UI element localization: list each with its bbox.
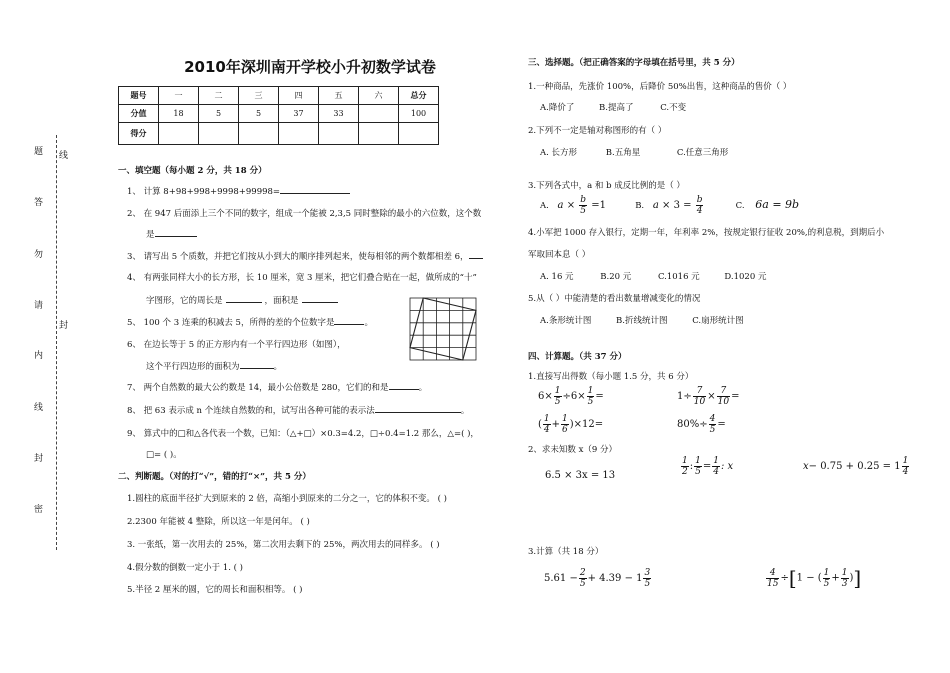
answer-blank[interactable]: [226, 302, 262, 303]
math-expression: [557, 195, 610, 216]
grid-parallelogram-figure: [409, 297, 477, 361]
math-token: a: [557, 200, 564, 211]
math-token: =: [683, 200, 692, 211]
judge-item: 1.圆柱的底面半径扩大到原来的 2 倍，高缩小到原来的二分之一，它的体积不变。 ( ): [127, 494, 447, 504]
section-heading: 二、判断题。（对的打“√”，错的打“×”，共 5 分）: [118, 472, 311, 482]
choice-option-label[interactable]: C.: [735, 201, 745, 211]
table-cell: 100: [399, 105, 439, 123]
table-cell: 一: [159, 87, 199, 105]
seal-char: 答: [34, 198, 44, 208]
choice-question-3: 3.下列各式中，a 和 b 成反比例的是（ ）: [528, 181, 685, 191]
question-text: 。: [364, 318, 373, 328]
frac-numerator: 3: [644, 568, 651, 578]
table-cell: 题号: [119, 87, 159, 105]
frac-numerator: 1: [841, 567, 848, 578]
choice-option[interactable]: C.扇形统计图: [692, 316, 744, 326]
math-token: 5.61 −: [544, 573, 578, 584]
calc-expression-4: [677, 414, 726, 435]
frac-numerator: b: [696, 195, 703, 205]
math-token: ×: [707, 391, 716, 402]
frac-denominator: 4: [902, 467, 909, 477]
frac-numerator: 4: [709, 414, 716, 424]
choice-option[interactable]: A.降价了: [540, 103, 575, 113]
frac-numerator: 2: [579, 568, 586, 578]
choice-option[interactable]: B.20 元: [600, 272, 632, 282]
math-token: 1: [677, 391, 684, 402]
question-text: 字图形，它的周长是: [146, 296, 223, 306]
answer-blank[interactable]: [302, 302, 338, 303]
question-8: [127, 404, 469, 416]
table-row: [119, 105, 439, 123]
frac-denominator: 3: [841, 578, 848, 589]
score-entry-cell[interactable]: [199, 123, 239, 145]
calc-subheading: 3.计算（共 18 分）: [528, 547, 604, 557]
question-9: 9、 算式中的□和△各代表一个数，已知：（△+□）×0.3=4.2，□÷0.4=1.2 那么，△=( )，: [127, 429, 479, 439]
frac-denominator: 4: [543, 425, 550, 435]
choice-option-label[interactable]: B.: [635, 201, 645, 211]
choice-options-5: [540, 314, 744, 326]
question-7: [127, 381, 427, 393]
choice-question-2: 2.下列不一定是轴对称图形的有（ ）: [528, 126, 667, 136]
table-cell: 六: [359, 87, 399, 105]
judge-item: 4.假分数的倒数一定小于 1. ( ): [127, 563, 243, 573]
choice-option-label[interactable]: A.: [540, 201, 549, 211]
calc-expression-6: [765, 566, 861, 590]
answer-blank[interactable]: [280, 193, 350, 194]
table-cell: 二: [199, 87, 239, 105]
question-text: 。: [418, 383, 428, 393]
question-text: 8、 把 63 表示成 n 个连续自然数的和，试写出各种可能的表示法: [127, 406, 375, 416]
choice-option[interactable]: A. 16 元: [540, 272, 574, 282]
answer-blank[interactable]: [155, 236, 197, 237]
math-token: ÷: [683, 391, 692, 402]
frac-numerator: 1: [695, 456, 701, 466]
question-text: 。: [460, 406, 470, 416]
question-5: [127, 316, 373, 328]
frac-numerator: 1: [713, 456, 719, 466]
left-bracket: [: [788, 566, 797, 590]
frac-numerator: 1: [562, 414, 568, 424]
table-cell: 总分: [399, 87, 439, 105]
math-token: 3: [673, 200, 680, 211]
answer-blank[interactable]: [469, 258, 483, 259]
math-token: − 0.75 + 0.25 = 1: [808, 461, 901, 472]
seal-char: 请: [34, 301, 44, 311]
question-9-line2: □= ( )。: [146, 450, 182, 460]
frac-denominator: 5: [580, 206, 587, 216]
frac-denominator: 5: [709, 425, 716, 435]
choice-option[interactable]: C.任意三角形: [676, 148, 729, 158]
math-token: =: [731, 391, 740, 402]
math-token: ÷: [562, 391, 571, 402]
frac-denominator: 5: [554, 397, 561, 407]
seal-char: 线: [34, 403, 44, 413]
frac-denominator: 5: [579, 579, 586, 589]
seal-char: 线: [59, 151, 69, 161]
math-token: ÷: [699, 419, 708, 430]
page-title: 2010年深圳南开学校小升初数学试卷: [184, 58, 436, 76]
frac-numerator: 7: [717, 386, 730, 397]
answer-blank[interactable]: [375, 412, 461, 413]
frac-numerator: 1: [587, 386, 594, 396]
choice-question-4: 4.小军把 1000 存入银行，定期一年，年利率 2%，按规定银行征收 20%,的利息税，到期后小: [528, 228, 885, 238]
math-token: : x: [720, 461, 734, 472]
math-token: +: [831, 572, 840, 584]
math-token: ×: [544, 391, 553, 402]
math-token: (: [538, 419, 542, 430]
seal-char: 内: [34, 351, 44, 361]
math-token: )×12=: [569, 419, 604, 430]
choice-options-2: [540, 146, 728, 158]
math-token: ×: [662, 200, 671, 211]
equation-1: 6.5 × 3x = 13: [545, 470, 616, 481]
frac-numerator: 1: [823, 567, 830, 578]
judge-item: 3. 一张纸，第一次用去的 25%，第二次用去剩下的 25%，两次用去的同样多。 ( ): [127, 540, 440, 550]
math-token: :: [689, 461, 694, 472]
choice-option[interactable]: A.条形统计图: [540, 316, 592, 326]
seal-char: 题: [34, 147, 44, 157]
choice-option[interactable]: C.不变: [660, 103, 687, 113]
frac-numerator: 1: [902, 456, 909, 466]
score-entry-cell[interactable]: [159, 123, 199, 145]
frac-denominator: 2: [682, 467, 688, 477]
table-cell: 得分: [119, 123, 159, 145]
table-cell: 四: [279, 87, 319, 105]
math-token: =: [595, 391, 604, 402]
question-2: 2、 在 947 后面添上三个不同的数字，组成一个能被 2,3,5 同时整除的最小的六位数，这个数: [127, 209, 482, 219]
choice-question-1: 1.一种商品，先涨价 100%，后降价 50%出售，这种商品的售价（ ）: [528, 82, 792, 92]
seal-char: 密: [34, 505, 44, 515]
calc-subheading: 1.直接写出得数（每小题 1.5 分，共 6 分）: [528, 372, 694, 382]
question-6-line2: [146, 360, 282, 372]
math-token: =: [702, 461, 712, 472]
frac-denominator: 5: [695, 467, 701, 477]
math-token: +: [551, 419, 561, 430]
table-row: [119, 123, 439, 145]
math-token: ÷: [780, 572, 789, 584]
math-token: ×: [566, 200, 576, 211]
frac-numerator: 7: [693, 386, 706, 397]
score-entry-cell[interactable]: [359, 123, 399, 145]
table-cell: 5: [239, 105, 279, 123]
calc-expression-5: [544, 568, 652, 589]
frac-denominator: 4: [696, 206, 703, 216]
math-token: 1: [599, 200, 606, 211]
seal-char: 封: [59, 321, 69, 331]
choice-options-3: [540, 195, 799, 216]
choice-question-5: 5.从（ ）中能清楚的看出数量增减变化的情况: [528, 294, 701, 304]
choice-option[interactable]: B.提高了: [599, 103, 634, 113]
question-4: 4、 有两张同样大小的长方形，长 10 厘米，宽 3 厘米，把它们叠合贴在一起，做所成的“十”: [127, 273, 477, 283]
table-cell: 18: [159, 105, 199, 123]
frac-numerator: 1: [682, 456, 688, 466]
choice-option[interactable]: B.五角星: [605, 148, 641, 158]
math-token: =: [591, 200, 600, 211]
table-cell: 三: [239, 87, 279, 105]
math-expression: 6a = 9b: [755, 198, 800, 211]
math-token: + 4.39 − 1: [587, 573, 643, 584]
choice-question-4-line2: 军取回本息（ ）: [528, 250, 591, 260]
question-text: 5、 100 个 3 连乘的积减去 5，所得的差的个位数字是: [127, 318, 335, 328]
judge-item: 2.2300 年能被 4 整除，所以这一年是闰年。 ( ): [127, 517, 310, 527]
table-cell: 37: [279, 105, 319, 123]
frac-denominator: 10: [693, 397, 706, 407]
equation-3: [803, 456, 910, 477]
score-entry-cell[interactable]: [239, 123, 279, 145]
question-text: 1、 计算 8+98+998+9998+99998=: [127, 187, 281, 197]
frac-numerator: 1: [554, 386, 561, 396]
math-token: 80%: [677, 419, 700, 430]
choice-options-1: [540, 101, 686, 113]
question-1: [127, 185, 350, 197]
score-table: [118, 86, 439, 145]
section-heading: 一、填空题（每小题 2 分，共 18 分）: [118, 166, 267, 176]
math-token: a: [652, 200, 659, 211]
section-heading: 四、计算题。（共 37 分）: [528, 352, 627, 362]
question-text: 。: [273, 362, 283, 372]
seal-char: 封: [34, 454, 44, 464]
question-text: ，面积是: [264, 296, 299, 306]
question-6: 6、 在边长等于 5 的正方形内有一个平行四边形（如图），: [127, 340, 346, 350]
frac-numerator: 1: [543, 414, 550, 424]
frac-denominator: 10: [717, 397, 730, 407]
frac-denominator: 5: [644, 579, 651, 589]
math-token: ): [849, 572, 854, 584]
frac-numerator: b: [580, 195, 587, 205]
frac-denominator: 15: [767, 578, 779, 589]
calc-expression-3: [538, 414, 603, 435]
question-text: 3、 请写出 5 个质数，并把它们按从小到大的顺序排列起来，使每相邻的两个数都相差 6，: [127, 252, 469, 262]
judge-item: 5.半径 2 厘米的圆，它的周长和面积相等。 ( ): [127, 585, 303, 595]
table-cell: 五: [319, 87, 359, 105]
answer-blank[interactable]: [240, 368, 274, 369]
question-text: 7、 两个自然数的最大公约数是 14，最小公倍数是 280，它们的和是: [127, 383, 389, 393]
math-token: x: [803, 461, 809, 472]
question-4-line2: [146, 294, 338, 306]
table-row: [119, 87, 439, 105]
answer-blank[interactable]: [389, 389, 419, 390]
score-entry-cell[interactable]: [279, 123, 319, 145]
section-heading: 三、选择题。（把正确答案的字母填在括号里，共 5 分）: [528, 58, 740, 68]
math-token: 6: [538, 391, 545, 402]
choice-option[interactable]: C.1016 元: [657, 272, 700, 282]
question-3: [127, 250, 483, 262]
choice-option[interactable]: B.折线统计图: [616, 316, 668, 326]
table-cell: 5: [199, 105, 239, 123]
frac-denominator: 6: [562, 425, 568, 435]
equation-2: [680, 456, 733, 477]
answer-blank[interactable]: [334, 324, 364, 325]
math-token: 6: [570, 391, 578, 402]
score-entry-cell[interactable]: [399, 123, 439, 145]
frac-numerator: 4: [766, 568, 779, 579]
frac-denominator: 4: [713, 467, 719, 477]
math-token: ×: [577, 391, 586, 402]
frac-denominator: 5: [587, 397, 594, 407]
calc-subheading: 2、求未知数 x（9 分）: [528, 445, 618, 455]
frac-denominator: 5: [823, 578, 830, 589]
question-2-line2: [146, 228, 197, 240]
calc-expression-2: [677, 386, 739, 407]
calc-expression-1: [538, 386, 604, 407]
table-cell: [359, 105, 399, 123]
score-entry-cell[interactable]: [319, 123, 359, 145]
question-text: 是: [146, 230, 155, 240]
question-text: 这个平行四边形的面积为: [146, 362, 240, 372]
math-token: 1 − (: [796, 572, 822, 584]
table-cell: 33: [319, 105, 359, 123]
right-bracket: ]: [853, 566, 862, 590]
table-cell: 分值: [119, 105, 159, 123]
choice-options-4: [540, 270, 766, 282]
choice-option[interactable]: D.1020 元: [724, 272, 767, 282]
seal-char: 勿: [34, 250, 44, 260]
seal-dashed-line: [56, 135, 57, 550]
math-expression: [652, 195, 708, 216]
math-token: =: [717, 419, 726, 430]
choice-option[interactable]: A. 长方形: [540, 148, 578, 158]
